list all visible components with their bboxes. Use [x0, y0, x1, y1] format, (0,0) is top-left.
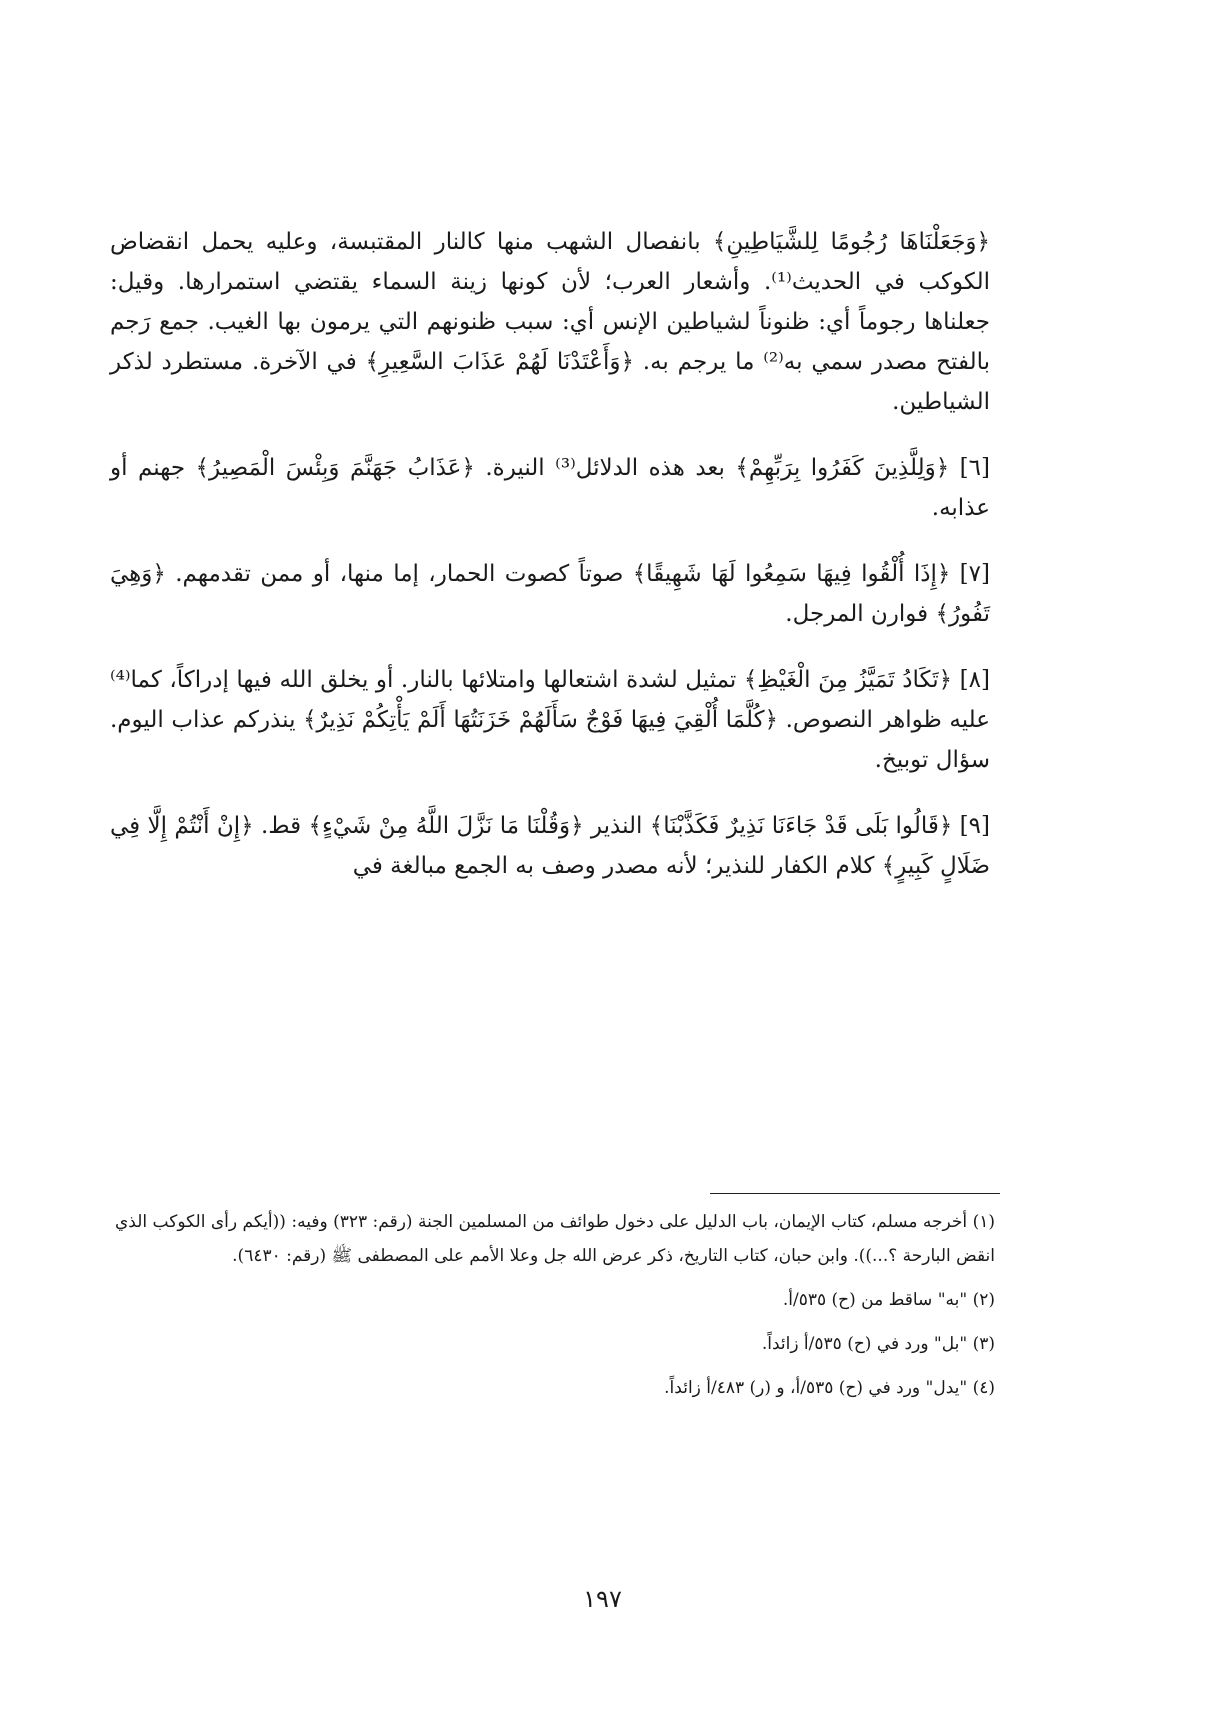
paragraph-verse-5: ﴿وَجَعَلْنَاهَا رُجُومًا لِلشَّيَاطِينِ﴾ بانفصال الشهب منها كالنار المقتبسة، وعليه يحمل انقضاض الكوكب في الحديث⁽¹⁾. وأشعار العرب؛ لأن كونها زينة السماء يقتضي استمرارها. وقيل: جعلناها رجوماً أي: ظنوناً لشياطين الإنس أي: سبب ظنونهم التي يرمون بها الغيب. جمع رَجم بالفتح مصدر سمي به⁽²⁾ ما يرجم به. ﴿وَأَعْتَدْنَا لَهُمْ عَذَابَ السَّعِيرِ﴾ في الآخرة. مستطرد لذكر الشياطين.: [110, 229, 991, 415]
paragraph-verse-9: [٩] ﴿قَالُوا بَلَى قَدْ جَاءَنَا نَذِيرٌ فَكَذَّبْنَا﴾ النذير ﴿وَقُلْنَا مَا نَزَّلَ اللَّهُ مِنْ شَيْءٍ﴾ قط. ﴿إِنْ أَنْتُمْ إِلَّا فِي ضَلَالٍ كَبِيرٍ﴾ كلام الكفار للنذير؛ لأنه مصدر وصف به الجمع مبالغة في: [110, 813, 990, 879]
paragraph-verse-6: [٦] ﴿وَلِلَّذِينَ كَفَرُوا بِرَبِّهِمْ﴾ بعد هذه الدلائل⁽³⁾ النيرة. ﴿عَذَابُ جَهَنَّمَ وَبِئْسَ الْمَصِيرُ﴾ جهنم أو عذابه.: [110, 455, 990, 521]
footnote-3: (٣) "بل" ورد في (ح) ٥٣٥/أ زائداً.: [761, 1334, 995, 1354]
paragraph-verse-8: [٨] ﴿تَكَادُ تَمَيَّزُ مِنَ الْغَيْظِ﴾ تمثيل لشدة اشتعالها وامتلائها بالنار. أو يخلق الله فيها إدراكاً، كما⁽⁴⁾ عليه ظواهر النصوص. ﴿كُلَّمَا أُلْقِيَ فِيهَا فَوْجٌ سَأَلَهُمْ خَزَنَتُهَا أَلَمْ يَأْتِكُمْ نَذِيرٌ﴾ ينذركم عذاب اليوم. سؤال توبيخ.: [110, 667, 990, 773]
footnotes: [115, 1205, 995, 1415]
main-text: [110, 222, 990, 912]
footnote-1: (١) أخرجه مسلم، كتاب الإيمان، باب الدليل على دخول طوائف من المسلمين الجنة (رقم: ٣٢٣) وفيه: ((أيكم رأى الكوكب الذي انقض البارحة ؟...)). وابن حبان، كتاب التاريخ، ذكر عرض الله جل وعلا الأمم على المصطفى ﷺ (رقم: ٦٤٣٠).: [115, 1212, 995, 1266]
footnote-4: (٤) "يدل" ورد في (ح) ٥٣٥/أ، و (ر) ٤٨٣/أ زائداً.: [664, 1378, 995, 1398]
page-number: ١٩٧: [583, 1585, 622, 1613]
footnote-2: (٢) "به" ساقط من (ح) ٥٣٥/أ.: [782, 1290, 995, 1310]
paragraph-verse-7: [٧] ﴿إِذَا أُلْقُوا فِيهَا سَمِعُوا لَهَا شَهِيقًا﴾ صوتاً كصوت الحمار، إما منها، أو ممن تقدمهم. ﴿وَهِيَ تَفُورُ﴾ فوارن المرجل.: [110, 561, 990, 627]
footnote-divider: [710, 1193, 1000, 1194]
